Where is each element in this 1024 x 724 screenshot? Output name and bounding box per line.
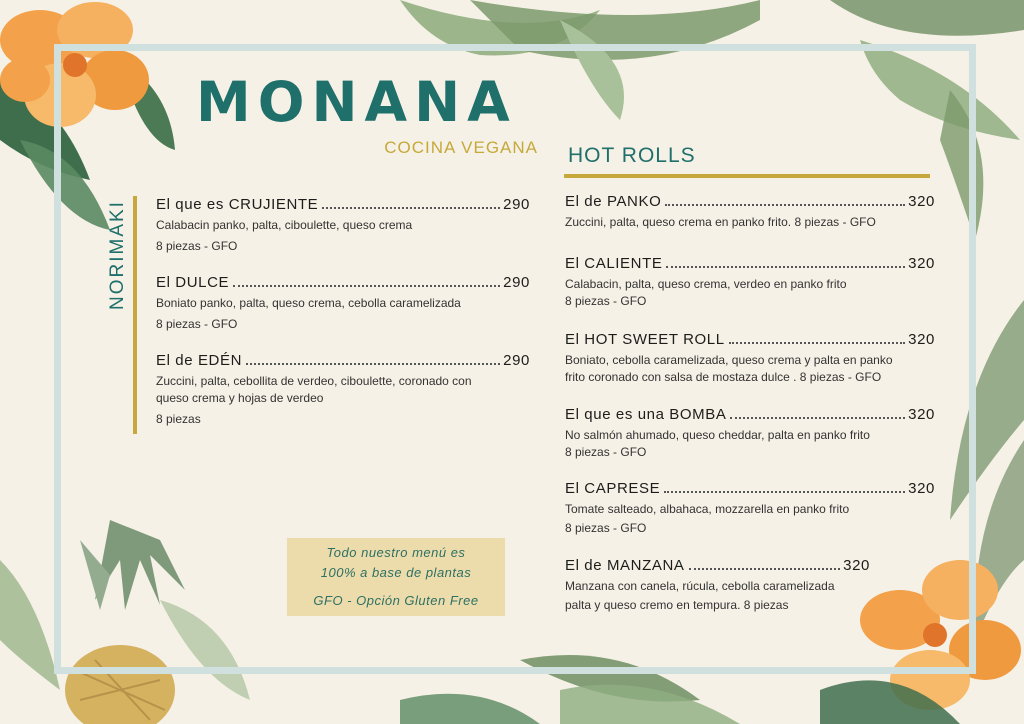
note-line-1: Todo nuestro menú es (326, 545, 466, 560)
leader-dots (729, 341, 905, 344)
brand-subtitle: COCINA VEGANA (384, 138, 538, 157)
item-tag: 8 piezas - GFO (565, 294, 647, 308)
item-description-line-2: queso crema y hojas de verdeo (156, 391, 324, 405)
brand-header (196, 72, 538, 158)
item-name: El HOT SWEET ROLL (565, 331, 725, 348)
item-tag: 8 piezas - GFO (156, 317, 238, 331)
menu-item-hot-roll-5 (565, 480, 935, 537)
item-name: El de EDÉN (156, 352, 243, 369)
hot-rolls-divider-line (564, 174, 930, 178)
item-name: El CAPRESE (565, 480, 661, 497)
item-description: Boniato, cebolla caramelizada, queso crema y palta en panko (565, 353, 893, 367)
item-description: Calabacin panko, palta, ciboulette, queso crema (156, 218, 413, 232)
item-tag: 8 piezas - GFO (156, 239, 238, 253)
item-description: Zuccini, palta, cebollita de verdeo, ciboulette, coronado con (156, 374, 472, 388)
menu-item-hot-roll-4 (565, 406, 935, 461)
note-line-3: GFO - Opción Gluten Free (313, 593, 479, 608)
item-price: 290 (503, 352, 530, 369)
menu-item-hot-roll-1 (565, 193, 935, 231)
menu-item-hot-roll-3 (565, 331, 935, 386)
leader-dots (730, 416, 905, 419)
item-price: 320 (908, 331, 935, 348)
brand-title: MONANA (196, 70, 517, 134)
item-tag: 8 piezas (156, 412, 201, 426)
item-name: El CALIENTE (565, 255, 663, 272)
leader-dots (322, 206, 500, 209)
item-description: Boniato panko, palta, queso crema, cebolla caramelizada (156, 296, 461, 310)
item-description: Calabacin, palta, queso crema, verdeo en panko frito (565, 277, 847, 291)
item-description: No salmón ahumado, queso cheddar, palta en panko frito (565, 428, 870, 442)
leader-dots (689, 567, 841, 570)
menu-item-hot-roll-6 (565, 557, 870, 614)
item-description: Zuccini, palta, queso crema en panko frito. 8 piezas - GFO (565, 215, 876, 229)
leader-dots (246, 362, 500, 365)
item-description-line-2: palta y queso cremo en tempura. 8 piezas (565, 598, 789, 612)
item-price: 290 (503, 196, 530, 213)
norimaki-divider-line (133, 196, 137, 434)
item-price: 320 (908, 193, 935, 210)
item-price: 320 (908, 480, 935, 497)
plant-based-note (287, 538, 505, 616)
menu-item-norimaki-2 (156, 274, 530, 333)
item-name: El de PANKO (565, 193, 662, 210)
item-name: El DULCE (156, 274, 230, 291)
leader-dots (664, 490, 905, 493)
leader-dots (666, 265, 905, 268)
norimaki-section-label: NORIMAKI (107, 200, 128, 310)
item-price: 320 (843, 557, 870, 574)
item-name: El que es CRUJIENTE (156, 196, 319, 213)
item-description: Tomate salteado, albahaca, mozzarella en panko frito (565, 502, 850, 516)
leader-dots (233, 284, 500, 287)
item-price: 290 (503, 274, 530, 291)
item-description-line-2: frito coronado con salsa de mostaza dulce . 8 piezas - GFO (565, 370, 882, 384)
menu-item-norimaki-1 (156, 196, 530, 255)
note-line-2: 100% a base de plantas (320, 565, 472, 580)
item-price: 320 (908, 406, 935, 423)
item-price: 320 (908, 255, 935, 272)
leader-dots (665, 203, 905, 206)
item-name: El que es una BOMBA (565, 406, 727, 423)
hot-rolls-section-title: HOT ROLLS (568, 144, 696, 167)
item-name: El de MANZANA (565, 557, 685, 574)
item-description: Manzana con canela, rúcula, cebolla caramelizada (565, 579, 835, 593)
item-tag: 8 piezas - GFO (565, 445, 647, 459)
menu-item-hot-roll-2 (565, 255, 935, 310)
item-tag: 8 piezas - GFO (565, 521, 647, 535)
menu-item-norimaki-3 (156, 352, 530, 428)
